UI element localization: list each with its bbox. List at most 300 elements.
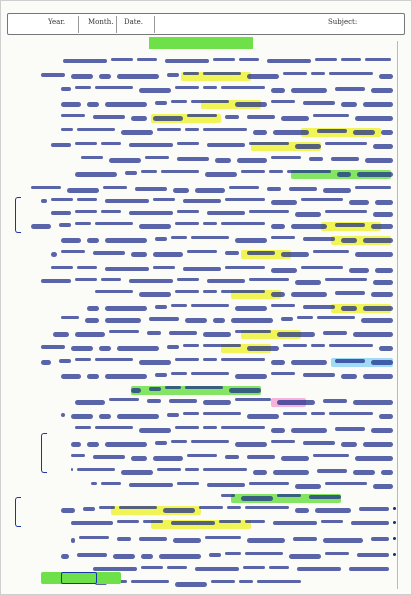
handwriting-stroke [61,250,85,253]
handwriting-stroke [175,290,199,293]
handwriting-stroke [283,344,307,347]
handwriting-stroke [257,580,301,583]
handwriting-stroke [117,414,159,419]
handwriting-stroke [213,58,235,61]
handwriting-stroke [303,305,335,309]
handwriting-stroke [313,250,349,253]
handwriting-stroke [247,455,275,459]
handwriting-stroke [373,212,393,217]
handwriting-stroke [355,116,393,121]
handwriting-stroke [99,506,115,509]
handwriting-stroke [195,567,239,571]
handwriting-stroke [155,101,167,105]
handwriting-stroke [187,114,217,117]
handwriting-stroke [77,266,97,269]
handwriting-stroke [167,566,187,569]
handwriting-stroke [323,538,363,543]
handwriting-stroke [207,211,245,215]
handwriting-stroke [349,567,389,571]
handwriting-stroke [203,332,231,337]
handwriting-stroke [173,538,201,543]
handwriting-stroke [61,316,79,319]
handwriting-stroke [195,188,225,193]
handwriting-stroke [239,580,253,583]
handwriting-stroke [353,332,393,337]
handwriting-stroke [225,552,241,555]
handwriting-stroke [129,483,173,487]
handwriting-stroke [139,292,171,297]
handwriting-stroke [203,222,217,225]
handwriting-stroke [375,200,393,205]
handwriting-stroke [41,199,47,203]
handwriting-stroke [363,374,393,379]
handwriting-stroke [75,332,105,337]
handwriting-stroke [271,100,295,103]
handwriting-stroke [187,250,217,253]
handwriting-stroke [71,442,81,447]
handwriting-stroke [363,102,393,107]
handwriting-stroke [311,344,325,347]
handwriting-stroke [75,278,97,281]
handwriting-stroke [87,442,99,447]
handwriting-stroke [309,495,341,499]
handwriting-stroke [239,58,259,61]
handwriting-stroke [75,142,97,145]
handwriting-stroke [135,187,167,191]
handwriting-stroke [247,346,279,351]
list-bullet [393,507,396,510]
handwriting-stroke [191,372,229,375]
handwriting-stroke [203,400,231,405]
handwriting-stroke [141,566,163,569]
handwriting-stroke [203,412,241,415]
handwriting-stroke [41,73,65,77]
handwriting-stroke [167,345,179,349]
handwriting-stroke [53,332,69,337]
handwriting-stroke [341,374,357,379]
handwriting-stroke [141,554,153,559]
handwriting-stroke [247,74,279,79]
subject-label: Subject: [328,18,358,26]
handwriting-stroke [75,426,91,429]
handwriting-stroke [315,508,351,513]
handwriting-stroke [291,88,327,93]
handwriting-stroke [163,508,195,513]
handwriting-stroke [157,128,181,131]
handwriting-stroke [235,374,267,379]
handwriting-stroke [247,115,275,119]
handwriting-stroke [125,171,137,175]
date-label: Date. [124,18,143,26]
month-label: Month. [88,18,114,26]
handwriting-stroke [153,252,183,257]
handwriting-stroke [101,210,121,213]
handwriting-stroke [95,290,133,293]
handwriting-stroke [267,187,281,191]
handwriting-stroke [41,345,65,349]
handwriting-stroke [271,88,285,93]
handwriting-stroke [301,198,343,201]
handwriting-stroke [341,238,357,243]
handwriting-stroke [105,306,147,311]
handwriting-stroke [323,399,347,403]
handwriting-stroke [281,116,309,121]
handwriting-stroke [93,115,125,119]
handwriting-stroke [273,470,309,475]
handwriting-stroke [101,278,121,281]
handwriting-stroke [353,130,375,135]
handwriting-stroke [103,186,127,189]
handwriting-stroke [371,292,393,297]
handwriting-stroke [31,224,51,229]
handwriting-stroke [271,268,297,273]
handwriting-stroke [41,279,71,283]
handwriting-stroke [329,344,373,347]
handwriting-stroke [341,102,357,107]
handwriting-stroke [277,494,301,497]
handwriting-stroke [357,553,389,557]
handwriting-stroke [271,292,285,297]
handwriting-stroke [247,414,279,419]
handwriting-stroke [235,442,267,447]
handwriting-stroke [161,170,199,173]
handwriting-stroke [51,143,71,147]
handwriting-stroke [227,506,241,509]
handwriting-stroke [191,236,229,239]
bottom-boxed-word [61,572,97,584]
handwriting-stroke [303,373,335,377]
handwriting-stroke [253,470,267,475]
handwriting-stroke [59,223,71,227]
handwriting-stroke [203,426,217,429]
handwriting-stroke [117,346,159,351]
handwriting-stroke [363,238,393,243]
year-label: Year. [48,18,66,26]
handwriting-stroke [121,470,153,475]
handwriting-stroke [373,484,393,489]
handwriting-stroke [273,521,317,525]
handwriting-stroke [361,318,393,323]
handwriting-stroke [315,58,337,61]
handwriting-stroke [291,224,327,229]
handwriting-stroke [109,398,139,401]
handwriting-stroke [31,186,61,189]
handwriting-stroke [183,267,221,271]
margin-bracket [41,433,47,473]
handwriting-stroke [155,305,167,309]
handwriting-stroke [175,222,199,225]
handwriting-stroke [291,428,327,433]
handwriting-stroke [355,186,391,189]
handwriting-stroke [77,553,107,557]
handwriting-stroke [199,506,223,509]
handwriting-stroke [253,130,267,135]
handwriting-stroke [365,58,391,61]
handwriting-stroke [185,128,199,131]
handwriting-stroke [213,318,225,323]
handwriting-stroke [219,520,241,523]
handwriting-stroke [221,358,265,361]
handwriting-stroke [271,428,285,433]
handwriting-stroke [235,306,267,311]
handwriting-stroke [105,318,141,323]
handwriting-stroke [121,130,153,135]
handwriting-stroke [203,290,217,293]
handwriting-stroke [105,238,147,243]
handwriting-stroke [303,101,335,105]
handwriting-stroke [221,494,235,497]
handwriting-stroke [71,454,85,457]
handwriting-stroke [225,198,265,201]
handwriting-stroke [51,252,57,257]
handwriting-stroke [169,331,197,335]
handwriting-stroke [71,538,75,543]
handwriting-stroke [363,306,393,311]
handwriting-stroke [349,200,369,205]
handwriting-stroke [207,279,245,283]
handwriting-stroke [321,520,343,523]
handwriting-stroke [91,482,97,485]
handwriting-stroke [337,172,351,177]
handwriting-stroke [191,440,229,443]
handwriting-stroke [323,188,351,193]
handwriting-stroke [301,266,343,269]
handwriting-stroke [117,74,159,79]
handwriting-stroke [71,521,113,525]
handwriting-stroke [351,521,389,525]
handwriting-stroke [335,223,365,227]
handwriting-stroke [295,508,309,513]
handwriting-stroke [171,440,187,443]
handwriting-stroke [185,386,223,389]
handwriting-stroke [225,455,239,459]
handwriting-stroke [169,399,197,403]
handwriting-stroke [129,211,173,215]
handwriting-stroke [105,267,149,271]
handwriting-stroke [249,482,289,485]
handwriting-stroke [173,188,189,193]
handwriting-stroke [221,290,265,293]
handwriting-stroke [207,483,245,487]
handwriting-stroke [249,210,289,213]
handwriting-stroke [61,238,81,243]
handwriting-stroke [357,172,393,177]
handwriting-stroke [131,252,147,257]
handwriting-stroke [379,414,393,419]
handwriting-stroke [167,413,179,417]
handwriting-stroke [145,156,169,159]
handwriting-stroke [269,170,283,173]
handwriting-stroke [237,158,267,163]
handwriting-stroke [245,520,265,523]
handwriting-stroke [277,332,315,337]
handwriting-stroke [373,144,393,149]
handwriting-stroke [341,306,357,311]
handwriting-stroke [295,212,321,217]
handwriting-stroke [117,520,139,523]
handwriting-stroke [289,554,321,559]
handwriting-stroke [311,412,325,415]
handwriting-stroke [61,87,71,91]
handwriting-stroke [295,280,321,285]
list-bullet [393,537,396,540]
handwriting-stroke [175,582,207,587]
handwriting-stroke [99,414,111,419]
handwriting-stroke [329,412,373,415]
handwriting-stroke [249,142,289,145]
handwriting-stroke [203,344,241,347]
handwriting-stroke [153,198,175,201]
handwriting-stroke [139,537,167,541]
handwriting-stroke [147,399,161,403]
handwriting-stroke [131,388,141,393]
handwriting-stroke [183,412,199,415]
handwriting-stroke [295,484,321,489]
handwriting-stroke [325,278,367,281]
handwriting-stroke [149,317,179,321]
margin-bracket [15,197,21,233]
handwriting-stroke [203,468,247,471]
handwriting-stroke [235,330,271,333]
handwriting-stroke [191,304,229,307]
handwriting-stroke [203,86,217,89]
handwriting-stroke [247,538,285,543]
handwriting-stroke [79,536,109,539]
handwriting-stroke [281,252,309,257]
handwriting-stroke [229,388,261,393]
handwriting-stroke [221,86,265,89]
handwriting-stroke [353,470,375,475]
handwriting-stroke [87,374,99,379]
handwriting-stroke [177,482,199,485]
handwriting-stroke [303,441,335,445]
handwriting-stroke [153,116,183,121]
handwriting-stroke [51,211,71,215]
handwriting-stroke [245,552,283,555]
handwriting-stroke [335,427,365,431]
handwriting-stroke [341,58,361,61]
handwriting-stroke [83,507,95,511]
handwriting-stroke [77,468,115,471]
handwriting-stroke [203,72,241,75]
handwriting-stroke [221,222,265,225]
handwritten-lines [1,1,412,595]
handwriting-stroke [93,567,137,571]
handwriting-stroke [303,237,335,241]
handwriting-stroke [241,496,273,501]
handwriting-stroke [317,316,355,319]
handwriting-stroke [371,360,393,365]
handwriting-stroke [139,88,171,93]
handwriting-stroke [101,142,121,145]
handwriting-stroke [215,158,231,163]
handwriting-stroke [61,554,69,559]
handwriting-stroke [87,238,99,243]
handwriting-stroke [283,72,307,75]
handwriting-stroke [167,73,179,77]
handwriting-stroke [185,468,199,471]
handwriting-stroke [157,468,181,471]
handwriting-stroke [147,331,161,335]
handwriting-stroke [371,428,393,433]
handwriting-stroke [175,426,199,429]
handwriting-stroke [95,426,133,429]
handwriting-stroke [95,222,133,225]
handwriting-stroke [207,143,245,147]
handwriting-stroke [61,114,85,117]
handwriting-stroke [269,566,289,569]
handwriting-stroke [75,172,117,177]
handwriting-stroke [149,387,161,391]
handwriting-stroke [245,506,289,509]
handwriting-stroke [235,398,271,401]
handwriting-stroke [355,252,393,257]
handwriting-stroke [329,72,373,75]
handwriting-stroke [353,400,393,405]
handwriting-stroke [289,187,317,191]
list-bullet [393,553,396,556]
handwriting-stroke [281,317,293,321]
handwriting-stroke [273,130,309,135]
handwriting-stroke [177,278,199,281]
handwriting-stroke [325,482,367,485]
handwriting-stroke [75,358,91,361]
handwriting-stroke [371,224,393,229]
handwriting-stroke [335,291,365,295]
handwriting-stroke [317,129,347,133]
handwriting-stroke [267,59,311,63]
handwriting-stroke [61,413,65,417]
handwriting-stroke [297,567,341,571]
handwriting-stroke [311,72,325,75]
handwriting-stroke [77,128,115,131]
handwriting-stroke [183,199,221,203]
handwriting-stroke [341,442,357,447]
handwriting-stroke [119,506,157,509]
handwriting-stroke [153,456,183,461]
handwriting-stroke [317,469,347,473]
handwriting-stroke [271,236,295,239]
handwriting-stroke [209,553,221,557]
handwriting-stroke [131,580,169,583]
handwriting-stroke [175,358,199,361]
handwriting-stroke [363,442,393,447]
handwriting-stroke [71,74,93,79]
handwriting-stroke [41,360,51,365]
handwriting-stroke [381,130,393,135]
handwriting-stroke [243,566,265,569]
handwriting-stroke [61,102,81,107]
handwriting-stroke [211,580,235,583]
handwriting-stroke [131,116,147,121]
handwriting-stroke [235,238,267,243]
handwriting-stroke [291,360,327,365]
handwriting-stroke [205,536,241,539]
handwriting-stroke [271,304,295,307]
handwriting-stroke [51,266,73,269]
handwriting-stroke [75,210,97,213]
handwriting-stroke [271,360,285,365]
handwriting-stroke [71,468,73,471]
handwriting-stroke [81,156,103,159]
handwriting-stroke [271,156,301,159]
handwriting-stroke [139,360,171,365]
handwriting-stroke [117,537,131,541]
handwriting-stroke [61,128,73,131]
handwriting-stroke [325,210,367,213]
margin-bracket [15,497,21,527]
handwriting-stroke [277,400,315,405]
